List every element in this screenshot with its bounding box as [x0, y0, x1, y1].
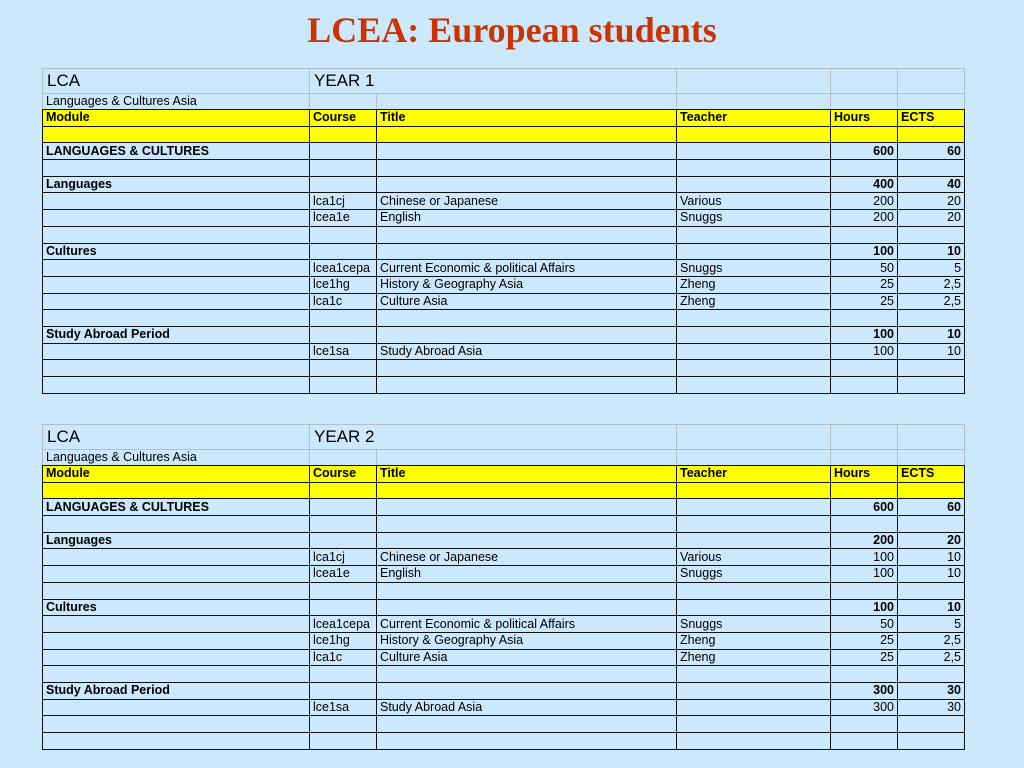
- cell-course: lcea1e: [310, 210, 377, 227]
- table-row: [43, 126, 965, 143]
- column-header-teacher: Teacher: [677, 466, 831, 483]
- cell-ects: 60: [898, 499, 965, 516]
- cell-title: [377, 599, 677, 616]
- cell-title: [377, 176, 677, 193]
- cell-course: lcea1cepa: [310, 616, 377, 633]
- cell-module: [43, 210, 310, 227]
- cell-module: Study Abroad Period: [43, 682, 310, 699]
- cell-title: Chinese or Japanese: [377, 549, 677, 566]
- cell-module: [43, 126, 310, 143]
- cell-hours: [831, 482, 898, 499]
- cell-title: Culture Asia: [377, 649, 677, 666]
- cell-teacher: Zheng: [677, 632, 831, 649]
- cell-title: [377, 666, 677, 683]
- cell-title: Study Abroad Asia: [377, 343, 677, 360]
- cell-course: [310, 733, 377, 750]
- column-header-title: Title: [377, 110, 677, 127]
- cell-teacher: [677, 343, 831, 360]
- cell-ects: [898, 360, 965, 377]
- cell-hours: 300: [831, 699, 898, 716]
- cell-module: LANGUAGES & CULTURES: [43, 143, 310, 160]
- table-row: [43, 716, 965, 733]
- cell-teacher: [677, 360, 831, 377]
- cell-hours: 25: [831, 649, 898, 666]
- cell-teacher: Snuggs: [677, 566, 831, 583]
- cell-ects: 10: [898, 566, 965, 583]
- table-row: [43, 377, 965, 394]
- cell-course: [310, 243, 377, 260]
- cell-hours: 200: [831, 193, 898, 210]
- cell-hours: [831, 716, 898, 733]
- cell-hours: 50: [831, 616, 898, 633]
- column-header-teacher: Teacher: [677, 110, 831, 127]
- cell-hours: [831, 126, 898, 143]
- table-row: [43, 566, 965, 583]
- cell-title: [377, 310, 677, 327]
- table-title-row: [43, 425, 965, 450]
- cell-title: [377, 716, 677, 733]
- cell-module: [43, 716, 310, 733]
- cell-ects: [898, 666, 965, 683]
- table-row: [43, 616, 965, 633]
- cell-ects: 20: [898, 210, 965, 227]
- cell-hours: 25: [831, 276, 898, 293]
- cell-title: [377, 226, 677, 243]
- cell-title: [377, 377, 677, 394]
- cell-teacher: Zheng: [677, 293, 831, 310]
- cell-teacher: [677, 682, 831, 699]
- table-title-row: [43, 69, 965, 94]
- cell-ects: [898, 226, 965, 243]
- column-header-course: Course: [310, 110, 377, 127]
- cell-course: lcea1e: [310, 566, 377, 583]
- table-row: [43, 310, 965, 327]
- cell-ects: 60: [898, 143, 965, 160]
- cell-course: [310, 682, 377, 699]
- cell-module: [43, 566, 310, 583]
- table-row: [43, 160, 965, 177]
- table-row: [43, 699, 965, 716]
- cell-hours: [831, 310, 898, 327]
- cell-hours: 200: [831, 210, 898, 227]
- cell-module: [43, 276, 310, 293]
- column-header-row: [43, 110, 965, 127]
- cell-hours: 50: [831, 260, 898, 277]
- column-header-module: Module: [43, 466, 310, 483]
- cell-teacher: Snuggs: [677, 260, 831, 277]
- cell-title: [377, 160, 677, 177]
- cell-hours: 100: [831, 326, 898, 343]
- column-header-hours: Hours: [831, 110, 898, 127]
- cell-module: [43, 260, 310, 277]
- cell-hours: 100: [831, 549, 898, 566]
- cell-hours: [831, 516, 898, 533]
- cell-hours: [831, 377, 898, 394]
- year-label: YEAR 2: [310, 425, 677, 450]
- cell-course: [310, 532, 377, 549]
- cell-title: [377, 360, 677, 377]
- cell-teacher: [677, 499, 831, 516]
- cell-teacher: [677, 582, 831, 599]
- table-row: [43, 260, 965, 277]
- cell-course: lce1hg: [310, 632, 377, 649]
- cell-hours: [831, 733, 898, 750]
- cell-title: [377, 243, 677, 260]
- cell-course: lca1c: [310, 649, 377, 666]
- cell-module: [43, 666, 310, 683]
- table-row: [43, 176, 965, 193]
- cell-teacher: [677, 226, 831, 243]
- cell-module: [43, 343, 310, 360]
- table-row: [43, 243, 965, 260]
- cell-ects: [898, 716, 965, 733]
- cell-module: [43, 582, 310, 599]
- cell-teacher: Zheng: [677, 649, 831, 666]
- cell-ects: [898, 482, 965, 499]
- cell-module: Cultures: [43, 243, 310, 260]
- cell-module: [43, 516, 310, 533]
- cell-teacher: Zheng: [677, 276, 831, 293]
- cell-ects: 2,5: [898, 649, 965, 666]
- table-row: [43, 326, 965, 343]
- program-full-name: Languages & Cultures Asia: [43, 450, 310, 466]
- cell-module: [43, 699, 310, 716]
- cell-module: [43, 160, 310, 177]
- cell-course: [310, 326, 377, 343]
- table-row: [43, 482, 965, 499]
- cell-course: lca1cj: [310, 193, 377, 210]
- cell-hours: 100: [831, 599, 898, 616]
- cell-module: Languages: [43, 532, 310, 549]
- cell-ects: [898, 516, 965, 533]
- cell-hours: 300: [831, 682, 898, 699]
- program-code: LCA: [43, 425, 310, 450]
- cell-title: English: [377, 566, 677, 583]
- cell-title: [377, 682, 677, 699]
- table-row: [43, 276, 965, 293]
- table-row: [43, 210, 965, 227]
- cell-ects: 30: [898, 699, 965, 716]
- table-row: [43, 499, 965, 516]
- cell-module: [43, 293, 310, 310]
- cell-module: [43, 549, 310, 566]
- cell-module: LANGUAGES & CULTURES: [43, 499, 310, 516]
- cell-title: History & Geography Asia: [377, 276, 677, 293]
- cell-ects: [898, 733, 965, 750]
- cell-module: Languages: [43, 176, 310, 193]
- cell-module: [43, 482, 310, 499]
- cell-ects: 10: [898, 326, 965, 343]
- cell-title: History & Geography Asia: [377, 632, 677, 649]
- cell-module: [43, 632, 310, 649]
- cell-hours: 100: [831, 343, 898, 360]
- cell-teacher: [677, 310, 831, 327]
- cell-hours: 400: [831, 176, 898, 193]
- cell-course: [310, 176, 377, 193]
- table-row: [43, 682, 965, 699]
- table-row: [43, 226, 965, 243]
- table-row: [43, 582, 965, 599]
- cell-teacher: [677, 532, 831, 549]
- cell-title: Current Economic & political Affairs: [377, 260, 677, 277]
- cell-title: English: [377, 210, 677, 227]
- program-code: LCA: [43, 69, 310, 94]
- cell-module: [43, 616, 310, 633]
- cell-course: [310, 716, 377, 733]
- cell-teacher: [677, 377, 831, 394]
- cell-course: [310, 582, 377, 599]
- cell-ects: [898, 310, 965, 327]
- year-2-table: [42, 424, 965, 750]
- cell-title: Culture Asia: [377, 293, 677, 310]
- program-full-name: Languages & Cultures Asia: [43, 94, 310, 110]
- cell-teacher: [677, 716, 831, 733]
- cell-hours: [831, 226, 898, 243]
- cell-teacher: [677, 143, 831, 160]
- cell-course: [310, 143, 377, 160]
- cell-hours: [831, 160, 898, 177]
- cell-title: [377, 532, 677, 549]
- cell-course: lce1sa: [310, 699, 377, 716]
- table-row: [43, 599, 965, 616]
- cell-course: [310, 482, 377, 499]
- table-row: [43, 516, 965, 533]
- cell-module: [43, 193, 310, 210]
- cell-course: [310, 499, 377, 516]
- cell-module: Cultures: [43, 599, 310, 616]
- cell-ects: [898, 126, 965, 143]
- cell-ects: 2,5: [898, 276, 965, 293]
- column-header-ects: ECTS: [898, 110, 965, 127]
- cell-module: [43, 733, 310, 750]
- cell-ects: 40: [898, 176, 965, 193]
- cell-title: Study Abroad Asia: [377, 699, 677, 716]
- cell-title: Chinese or Japanese: [377, 193, 677, 210]
- cell-teacher: Various: [677, 549, 831, 566]
- cell-title: [377, 733, 677, 750]
- cell-hours: [831, 582, 898, 599]
- cell-course: [310, 310, 377, 327]
- column-header-course: Course: [310, 466, 377, 483]
- cell-module: Study Abroad Period: [43, 326, 310, 343]
- column-header-title: Title: [377, 466, 677, 483]
- cell-title: [377, 482, 677, 499]
- cell-module: [43, 649, 310, 666]
- cell-teacher: [677, 482, 831, 499]
- cell-teacher: Snuggs: [677, 210, 831, 227]
- column-header-ects: ECTS: [898, 466, 965, 483]
- cell-module: [43, 377, 310, 394]
- cell-ects: 20: [898, 532, 965, 549]
- cell-teacher: Various: [677, 193, 831, 210]
- cell-teacher: [677, 599, 831, 616]
- year-1-table: [42, 68, 965, 394]
- cell-ects: 2,5: [898, 293, 965, 310]
- cell-ects: [898, 160, 965, 177]
- cell-course: [310, 226, 377, 243]
- table-row: [43, 632, 965, 649]
- cell-hours: 25: [831, 632, 898, 649]
- cell-hours: 600: [831, 499, 898, 516]
- cell-title: [377, 326, 677, 343]
- table-row: [43, 649, 965, 666]
- table-row: [43, 293, 965, 310]
- cell-course: [310, 516, 377, 533]
- cell-course: [310, 126, 377, 143]
- cell-teacher: [677, 326, 831, 343]
- cell-teacher: [677, 666, 831, 683]
- cell-ects: [898, 582, 965, 599]
- table-row: [43, 532, 965, 549]
- cell-ects: 10: [898, 343, 965, 360]
- cell-ects: 10: [898, 599, 965, 616]
- cell-title: Current Economic & political Affairs: [377, 616, 677, 633]
- cell-teacher: [677, 243, 831, 260]
- cell-ects: 5: [898, 616, 965, 633]
- cell-title: [377, 516, 677, 533]
- cell-hours: [831, 360, 898, 377]
- column-header-module: Module: [43, 110, 310, 127]
- table-row: [43, 343, 965, 360]
- year-label: YEAR 1: [310, 69, 677, 94]
- cell-course: [310, 666, 377, 683]
- cell-teacher: [677, 126, 831, 143]
- cell-hours: [831, 666, 898, 683]
- cell-title: [377, 143, 677, 160]
- cell-course: [310, 377, 377, 394]
- cell-teacher: [677, 699, 831, 716]
- cell-hours: 25: [831, 293, 898, 310]
- cell-teacher: [677, 160, 831, 177]
- cell-ects: [898, 377, 965, 394]
- cell-course: [310, 160, 377, 177]
- cell-teacher: [677, 516, 831, 533]
- cell-course: [310, 599, 377, 616]
- cell-teacher: Snuggs: [677, 616, 831, 633]
- table-row: [43, 360, 965, 377]
- cell-hours: 600: [831, 143, 898, 160]
- table-row: [43, 733, 965, 750]
- program-name-row: [43, 450, 965, 466]
- cell-ects: 30: [898, 682, 965, 699]
- table-row: [43, 549, 965, 566]
- cell-course: lcea1cepa: [310, 260, 377, 277]
- cell-title: [377, 499, 677, 516]
- column-header-row: [43, 466, 965, 483]
- program-name-row: [43, 94, 965, 110]
- cell-hours: 200: [831, 532, 898, 549]
- cell-course: lca1cj: [310, 549, 377, 566]
- cell-module: [43, 226, 310, 243]
- page-title: LCEA: European students: [307, 10, 717, 50]
- cell-module: [43, 360, 310, 377]
- cell-title: [377, 126, 677, 143]
- cell-title: [377, 582, 677, 599]
- cell-ects: 5: [898, 260, 965, 277]
- table-row: [43, 143, 965, 160]
- cell-teacher: [677, 733, 831, 750]
- column-header-hours: Hours: [831, 466, 898, 483]
- cell-teacher: [677, 176, 831, 193]
- cell-ects: 10: [898, 243, 965, 260]
- cell-course: lce1hg: [310, 276, 377, 293]
- cell-hours: 100: [831, 243, 898, 260]
- cell-course: lce1sa: [310, 343, 377, 360]
- cell-course: lca1c: [310, 293, 377, 310]
- cell-module: [43, 310, 310, 327]
- cell-hours: 100: [831, 566, 898, 583]
- cell-ects: 10: [898, 549, 965, 566]
- table-row: [43, 193, 965, 210]
- cell-ects: 20: [898, 193, 965, 210]
- cell-course: [310, 360, 377, 377]
- cell-ects: 2,5: [898, 632, 965, 649]
- table-row: [43, 666, 965, 683]
